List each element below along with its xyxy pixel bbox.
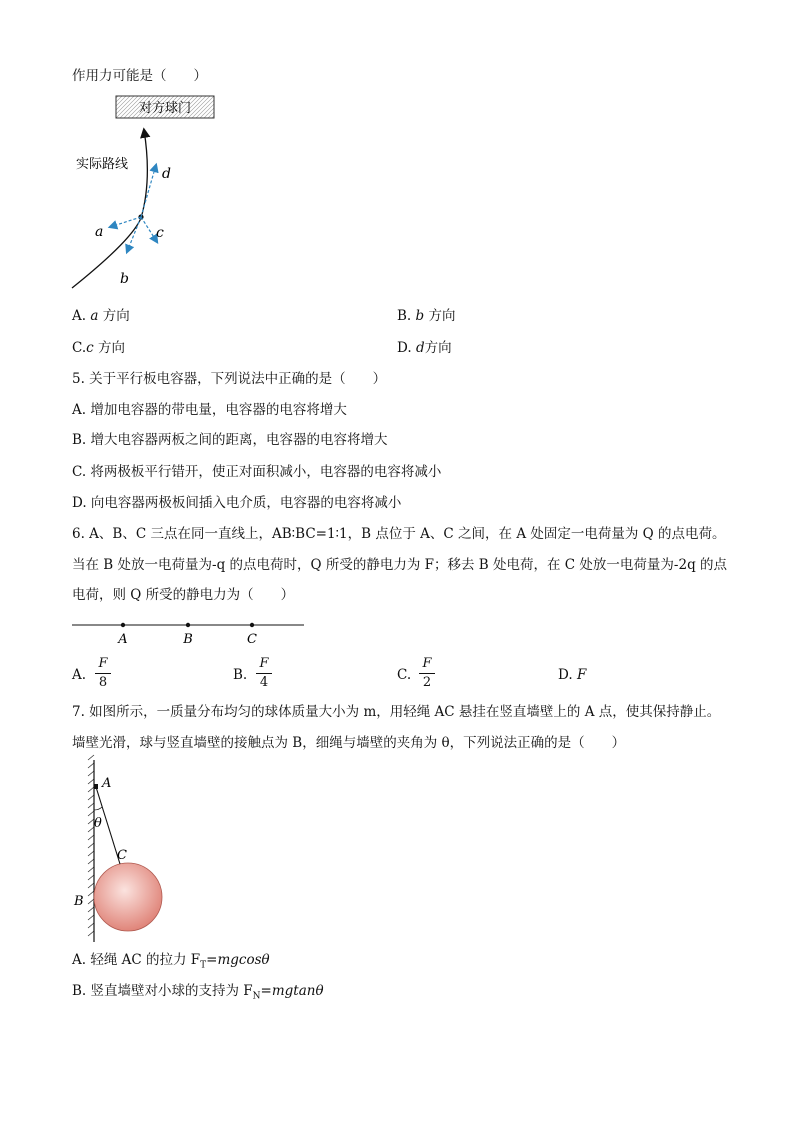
- q7-stem-line1: 7. 如图所示，一质量分布均匀的球体质量大小为 m，用轻绳 AC 悬挂在竖直墙壁上的 A 点，使其保持静止。: [72, 704, 721, 720]
- vector-label-b: b: [120, 271, 129, 287]
- q5-option-a[interactable]: A. 增加电容器的带电量，电容器的电容将增大: [72, 402, 347, 418]
- q6-line-figure: [72, 616, 308, 650]
- ball: [94, 863, 162, 931]
- q6-stem-line3: 电荷，则 Q 所受的静电力为（ ）: [72, 587, 295, 603]
- q4-stem-tail: 作用力可能是（ ）: [72, 68, 207, 84]
- q6-stem-line1: 6. A、B、C 三点在同一直线上，AB∶BC=1∶1，B 点位于 A、C 之间，在 A 处固定一电荷量为 Q 的点电荷。: [72, 526, 726, 542]
- vector-label-a: a: [95, 224, 104, 240]
- q5-option-d[interactable]: D. 向电容器两极板间插入电介质，电容器的电容将减小: [72, 495, 402, 511]
- actual-path-curve: [72, 130, 147, 288]
- q4-football-figure: [60, 90, 230, 290]
- q5-stem: 5. 关于平行板电容器，下列说法中正确的是（ ）: [72, 371, 387, 387]
- vector-label-d: d: [162, 166, 171, 182]
- label-a: A: [102, 776, 112, 791]
- point-c-label: C: [247, 632, 257, 647]
- vector-label-c: c: [156, 225, 164, 241]
- q6-option-a-fraction: F 8: [95, 656, 111, 691]
- q6-stem-line2: 当在 B 处放一电荷量为-q 的点电荷时，Q 所受的静电力为 F；移去 B 处电荷，在 C 处放一电荷量为-2q 的点: [72, 557, 728, 573]
- q6-option-c-fraction: F 2: [419, 656, 435, 691]
- vector-c-arrow: [141, 217, 157, 242]
- label-b: B: [74, 894, 84, 909]
- wall-hatching: [88, 755, 94, 936]
- q6-option-b-fraction: F 4: [256, 656, 272, 691]
- q4-option-c[interactable]: C.c 方向: [72, 340, 125, 356]
- q6-option-d[interactable]: D. F: [558, 667, 587, 683]
- q6-option-a-letter[interactable]: A.: [72, 667, 87, 683]
- q6-option-c-letter[interactable]: C.: [397, 667, 412, 683]
- point-c-dot: [250, 623, 254, 627]
- vector-b-arrow: [127, 217, 141, 252]
- q7-option-b[interactable]: B. 竖直墙壁对小球的支持为 $F_N=mgtan\theta$: [72, 983, 324, 1002]
- hook-a: [94, 784, 98, 789]
- point-a-label: A: [118, 632, 128, 647]
- q7-wall-ball-figure: [70, 760, 180, 945]
- q4-option-d[interactable]: D. d方向: [397, 340, 452, 356]
- q7-option-a[interactable]: A. 轻绳 AC 的拉力 $F_T=mgcos\theta$: [72, 952, 270, 971]
- q4-option-a[interactable]: A. a 方向: [72, 308, 130, 324]
- q6-option-b-letter[interactable]: B.: [233, 667, 248, 683]
- q5-option-c[interactable]: C. 将两极板平行错开，使正对面积减小，电容器的电容将减小: [72, 464, 442, 480]
- q5-option-b[interactable]: B. 增大电容器两板之间的距离，电容器的电容将增大: [72, 432, 388, 448]
- theta-arc: [94, 807, 102, 810]
- q4-option-b[interactable]: B. b 方向: [397, 308, 456, 324]
- goal-label: 对方球门: [138, 101, 192, 116]
- point-b-label: B: [183, 632, 193, 647]
- label-c: C: [117, 848, 127, 863]
- point-a-dot: [121, 623, 125, 627]
- label-theta: θ: [94, 816, 102, 831]
- q7-stem-line2: 墙壁光滑，球与竖直墙壁的接触点为 B，细绳与墙壁的夹角为 θ，下列说法正确的是（ ）: [72, 735, 626, 751]
- point-b-dot: [186, 623, 190, 627]
- path-label: 实际路线: [76, 157, 129, 172]
